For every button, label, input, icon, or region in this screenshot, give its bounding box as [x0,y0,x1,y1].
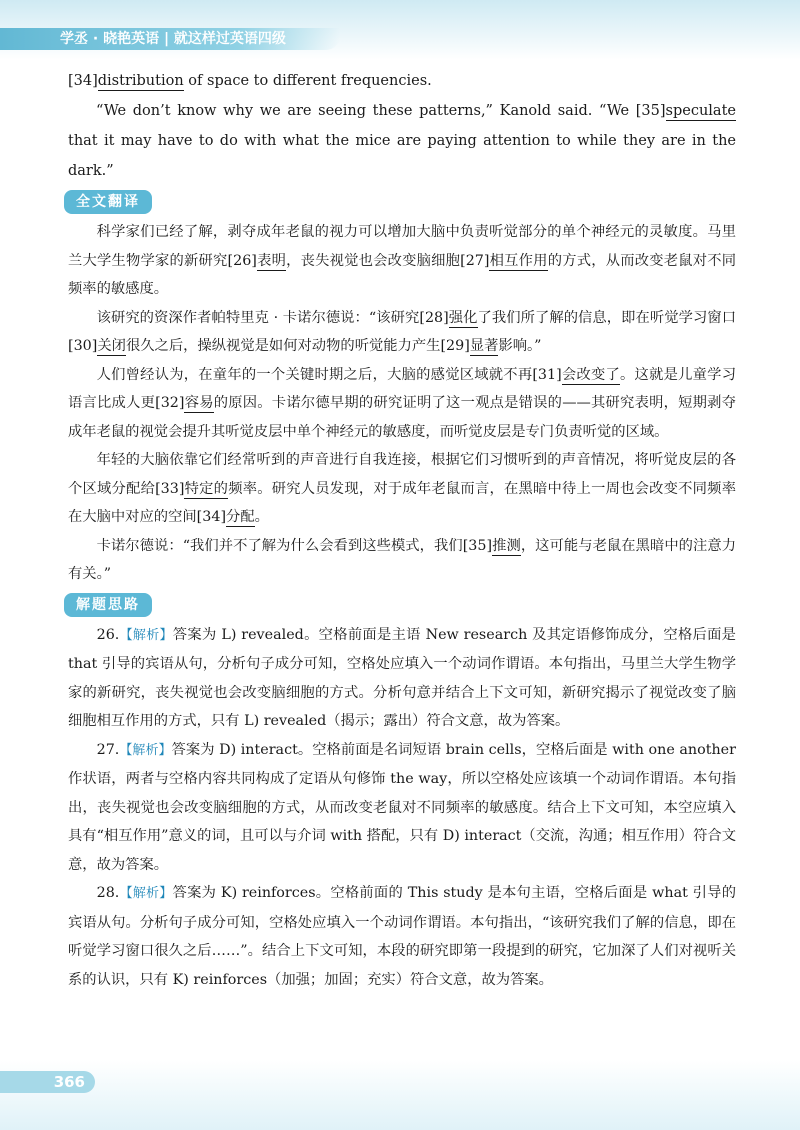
analysis-heading: 解题思路 [64,593,152,617]
answer-word: 推测 [492,537,521,554]
translation-text: 卡诺尔德说：“我们并不了解为什么会看到这些模式，我们[35] [96,537,493,554]
analysis-label: 【解析】 [119,886,173,901]
translation-text: 科学家们已经了解，剥夺成年老鼠的视力可以增加大脑中负责听觉部分的单个神经元的灵敏度。马里兰大学生物学家的新研究[26] [68,224,736,269]
answer-word: 分配 [226,509,255,525]
translation-paragraph [68,304,736,361]
translation-text: 影响。” [498,338,542,354]
analysis-text: 答案为 L) revealed。空格前面是主语 New research 及其定语修饰成分，空格后面是 that 引导的宾语从句，分析句子成分可知，空格处应填入一个动词作谓语。本句指出，马里兰大学生物学家的新研究，丧失视觉也会改变脑细胞的方式。分析句意并结合上下文可知，新研究揭示了视觉改变了脑细胞相互作用的方式，只有 L) revealed（揭示；露出）符合文意，故为答案。 [68,626,736,729]
translation-text: ，这可能与老鼠在黑暗中的注意力有关。” [68,537,737,582]
translation-text: 的原因。卡诺尔德早期的研究证明了这一观点是错误的——其研究表明，短期剥夺成年老鼠的视觉会提升其听觉皮层中单个神经元的敏感度，而听觉皮层是专门负责听觉的区域。 [68,395,736,440]
analysis-item [68,621,736,736]
answer-word: 表明 [256,252,287,269]
analysis-label: 【解析】 [119,627,173,643]
blank-number: [34] [68,73,98,89]
answer-word: 显著 [469,338,499,354]
translation-text: 该研究的资深作者帕特里克 · 卡诺尔德说：“该研究[28] [96,309,449,326]
passage-paragraph [68,66,736,96]
question-number: 26. [96,626,120,643]
passage-text: “We don’t know why we are seeing these patterns,” Kanold said. “We [35] [96,103,666,119]
running-header: 学丞 · 晓艳英语 | 就这样过英语四级 [0,28,340,50]
translation-text: 的方式，从而改变老鼠对不同频率的敏感度。 [68,252,737,297]
passage-paragraph [68,96,736,186]
answer-word: 特定的 [184,480,229,497]
translation-text: 很久之后，操纵视觉是如何对动物的听觉能力产生[29] [125,338,470,354]
answer-word: 容易 [184,395,214,411]
translation-paragraph [68,446,736,532]
analysis-text: 答案为 K) reinforces。空格前面的 This study 是本句主语，空格后面是 what 引导的宾语从句。分析句子成分可知，空格处应填入一个动词作谓语。本句指出，“该研究我们了解的信息，即在听觉学习窗口很久之后……”。结合上下文可知，本段的研究即第一段提到的研究，它加深了人们对视听关系的认识，只有 K) reinforces（加强；加固；充实）符合文意，故为答案。 [68,885,736,988]
page-content [68,66,736,994]
answer-word: speculate [665,103,736,119]
translation-paragraph [68,532,736,589]
analysis-item [68,879,736,994]
answer-word: 强化 [448,309,478,326]
answer-word: 关闭 [97,338,126,354]
translation-heading: 全文翻译 [64,190,152,214]
translation-text: 了我们所了解的信息，即在听觉学习窗口[30] [68,309,736,354]
question-number: 27. [96,741,120,758]
translation-paragraph [68,218,736,304]
answer-word: 会改变了 [561,366,621,383]
passage-text: that it may have to do with what the mice are paying attention to while they are in the dark.” [68,133,736,179]
analysis-item [68,736,736,880]
page-number: 366 [0,1071,95,1093]
question-number: 28. [96,885,120,901]
translation-text: 年轻的大脑依靠它们经常听到的声音进行自我连接，根据它们习惯听到的声音情况，将听觉皮层的各个区域分配给[33] [68,452,736,497]
answer-word: 相互作用 [489,252,548,269]
translation-paragraph [68,361,736,447]
translation-text: 频率。研究人员发现，对于成年老鼠而言，在黑暗中待上一周也会改变不同频率在大脑中对应的空间[34] [68,480,736,525]
translation-text: 。这就是儿童学习语言比成人更[32] [68,366,736,411]
footer-band [0,1060,800,1130]
translation-text: 人们曾经认为，在童年的一个关键时期之后，大脑的感觉区域就不再[31] [96,366,562,383]
analysis-text: 答案为 D) interact。空格前面是名词短语 brain cells，空格后面是 with one another 作状语，两者与空格内容共同构成了定语从句修饰 the way，所以空格处应该填一个动词作谓语。本句指出，丧失视觉也会改变脑细胞的方式，从而改变老鼠对不同频率的敏感度。结合上下文可知，本空应填入具有“相互作用”意义的词，且可以与介词 with 搭配，只有 D) interact（交流，沟通；相互作用）符合文意，故为答案。 [68,741,736,873]
answer-word: distribution [97,73,184,89]
translation-text: ，丧失视觉也会改变脑细胞[27] [286,252,490,269]
translation-text: 。 [254,509,269,525]
analysis-label: 【解析】 [119,742,172,758]
passage-text: of space to different frequencies. [183,73,432,89]
